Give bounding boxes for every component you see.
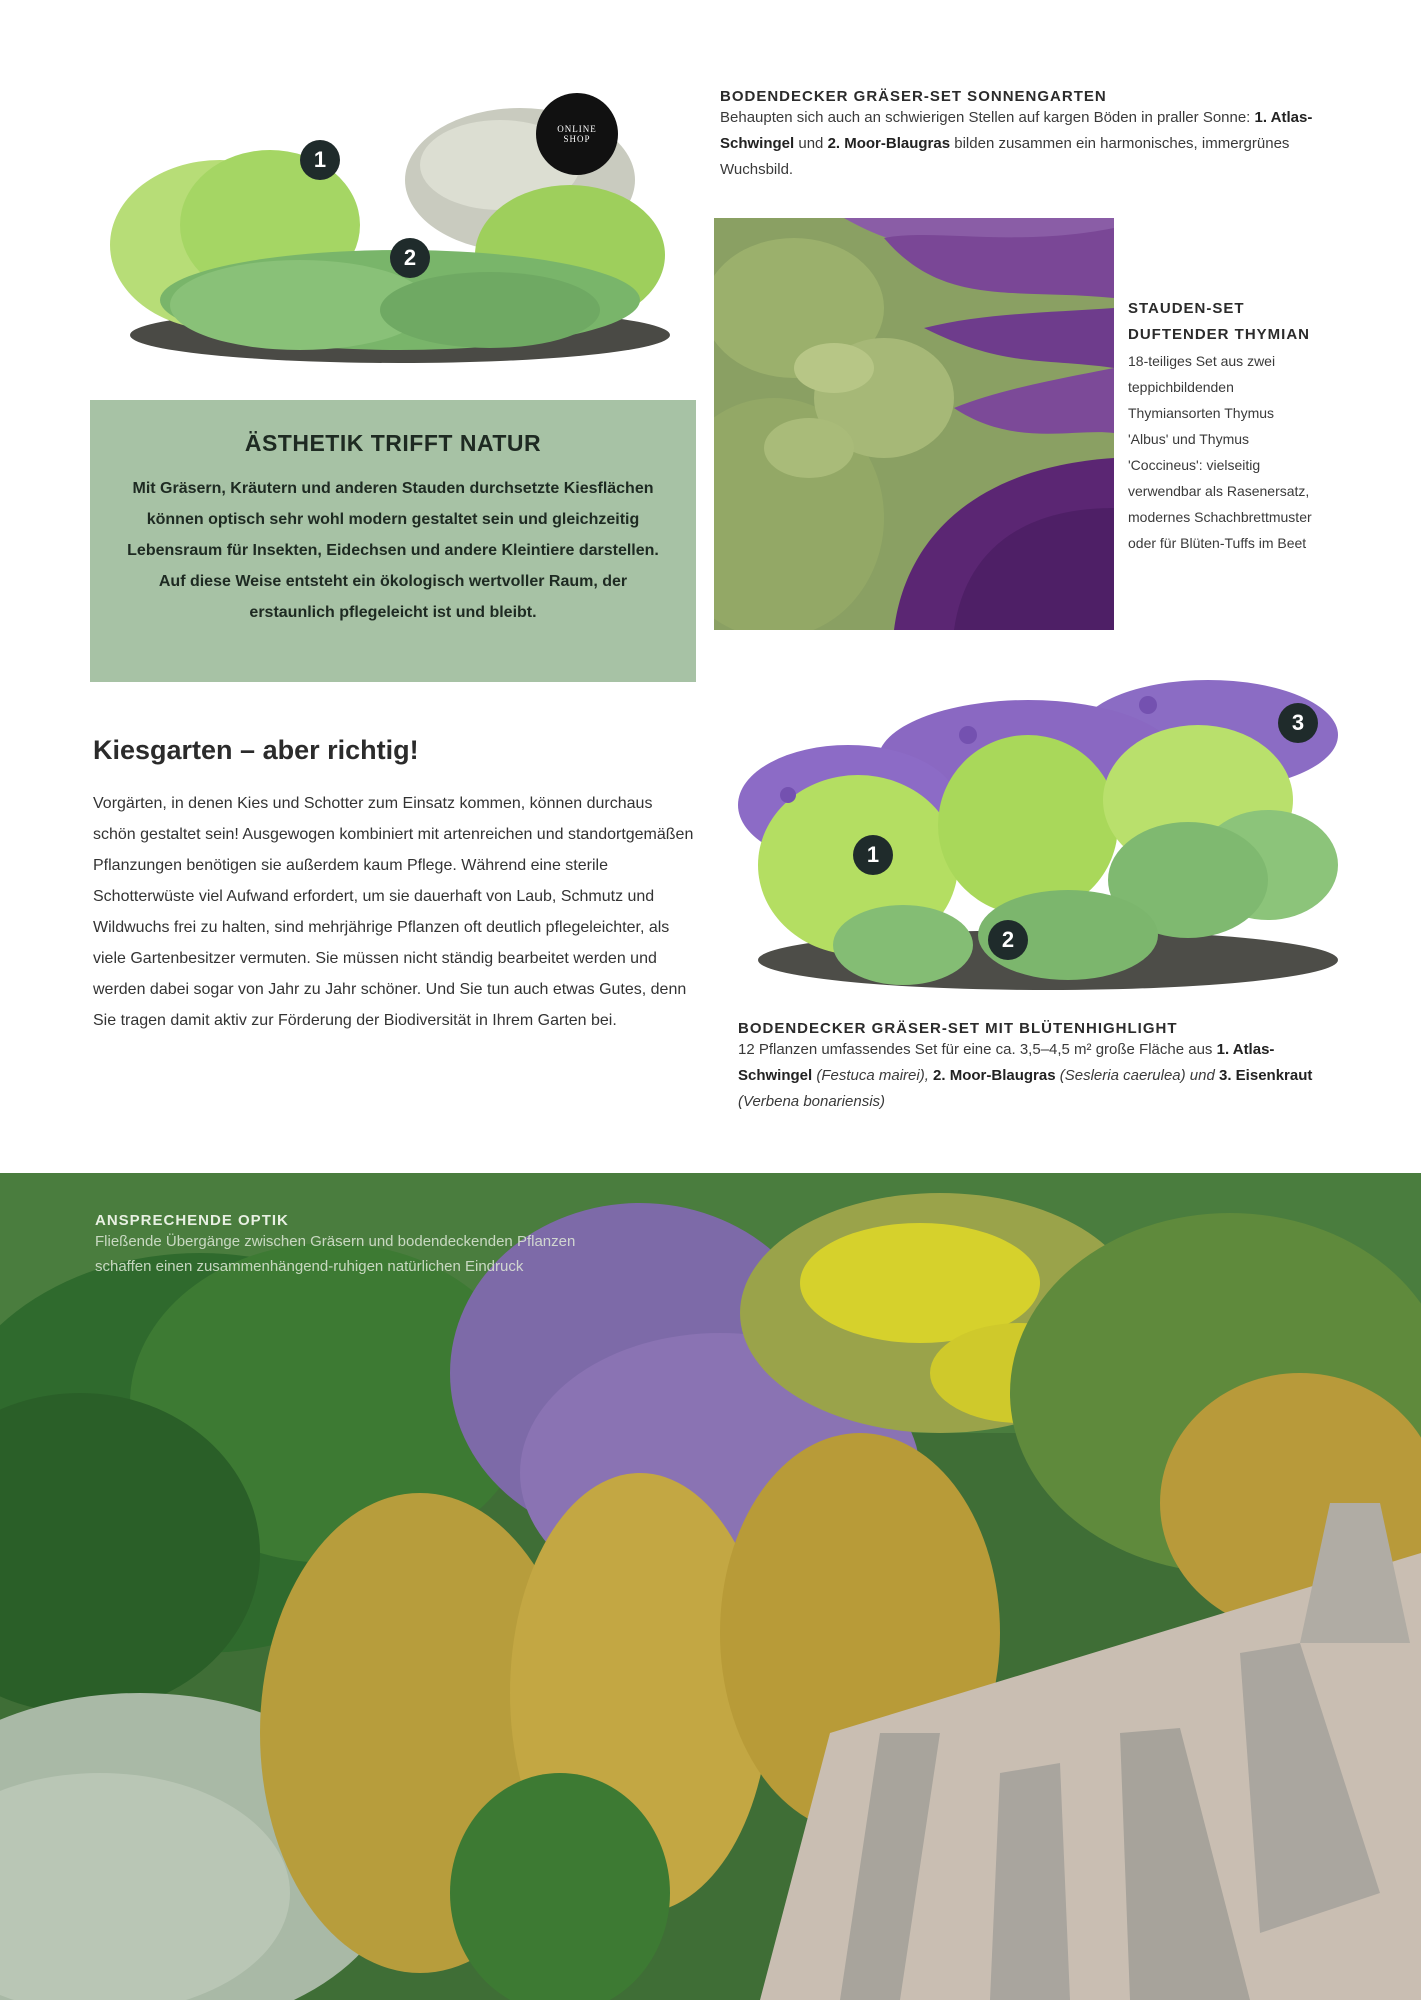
aesthetik-info-box xyxy=(90,400,696,682)
thyme-photo-art xyxy=(714,218,1114,630)
article-kiesgarten xyxy=(93,735,697,1036)
bluetenhighlight-plant-2: 2. Moor-Blaugras xyxy=(933,1067,1056,1084)
number-badge-2: 2 xyxy=(988,920,1028,960)
thymian-text: 18-teiliges Set aus zwei teppichbildenden Thymiansorten Thymus 'Albus' und Thymus 'Coccineus': vielseitig verwendbar als Rasenersatz, modernes Schachbrettmuster oder für Blüten-Tuffs im Beet xyxy=(1128,353,1312,551)
sonnengarten-caption xyxy=(720,88,1320,183)
bluetenhighlight-caption xyxy=(738,1020,1338,1115)
info-box-title: ÄSTHETIK TRIFFT NATUR xyxy=(244,430,542,456)
photo-caption-text: Fließende Übergänge zwischen Gräsern und bodendeckenden Pflanzen schaffen einen zusammenhängend-ruhigen natürlichen Eindruck xyxy=(95,1233,576,1275)
bluetenhighlight-plant-3-latin: (Verbena bonariensis) xyxy=(738,1093,886,1110)
number-badge-1: 1 xyxy=(853,835,893,875)
number-badge-1: 1 xyxy=(300,140,340,180)
sonnengarten-text-a: Behaupten sich auch an schwierigen Stellen auf kargen Böden in praller Sonne: xyxy=(720,109,1255,126)
bluetenhighlight-plant-2-latin: (Sesleria caerulea) und xyxy=(1055,1067,1219,1084)
sonnengarten-text-b: bilden zusammen ein harmonisches, immergrünes Wuchsbild. xyxy=(720,135,1290,178)
gravel-garden-photo-art xyxy=(0,1173,1421,2000)
online-shop-line1: ONLINE xyxy=(557,124,597,134)
online-shop-line2: SHOP xyxy=(563,134,591,144)
article-heading: Kiesgarten – aber richtig! xyxy=(93,735,419,765)
sonnengarten-and: und xyxy=(794,135,828,152)
grass-set-bluetenhighlight-illustration xyxy=(728,665,1348,995)
thymian-title: STAUDEN-SET DUFTENDER THYMIAN xyxy=(1128,300,1310,343)
bluetenhighlight-title: BODENDECKER GRÄSER-SET MIT BLÜTENHIGHLIGHT xyxy=(738,1020,1178,1037)
online-shop-badge[interactable] xyxy=(536,93,618,175)
gravel-garden-photo xyxy=(0,1173,1421,2000)
grass-set-sonnengarten-illustration xyxy=(110,85,670,375)
bluetenhighlight-text-a: 12 Pflanzen umfassendes Set für eine ca. 3,5–4,5 m² große Fläche aus xyxy=(738,1041,1217,1058)
number-badge-3: 3 xyxy=(1278,703,1318,743)
info-box-text: Mit Gräsern, Kräutern und anderen Stauden durchsetzte Kiesflächen können optisch sehr wohl modern gestaltet sein und gleichzeitig Lebensraum für Insekten, Eidechsen und andere Kleintiere darstellen. Auf diese Weise entsteht ein ökologisch wertvoller Raum, der erstaunlich pflegeleicht ist und bleibt. xyxy=(127,480,659,621)
sonnengarten-plant-2: 2. Moor-Blaugras xyxy=(827,135,951,152)
flower-grass-illustration-art xyxy=(728,665,1348,995)
article-body: Vorgärten, in denen Kies und Schotter zum Einsatz kommen, können durchaus schön gestaltet sein! Ausgewogen kombiniert mit artenreichen und standortgemäßen Pflanzungen benötigen sie außerdem kaum Pflege. Während eine sterile Schotterwüste viel Aufwand erfordert, um sie dauerhaft von Laub, Schmutz und Wildwuchs frei zu halten, sind mehrjährige Pflanzen oft deutlich pflegeleichter, als viele Gartenbesitzer vermuten. Sie müssen nicht ständig bearbeitet werden und werden dabei sogar von Jahr zu Jahr schöner. Und Sie tun auch etwas Gutes, denn Sie tragen damit aktiv zur Förderung der Biodiversität in Ihrem Garten bei. xyxy=(93,795,694,1029)
thymian-caption xyxy=(1128,296,1318,556)
photo-caption xyxy=(95,1212,595,1279)
bluetenhighlight-text xyxy=(738,1037,1338,1115)
sonnengarten-text xyxy=(720,105,1320,183)
number-badge-2: 2 xyxy=(390,238,430,278)
bluetenhighlight-plant-1: 1. Atlas-Schwingel xyxy=(738,1041,1275,1084)
sonnengarten-title: BODENDECKER GRÄSER-SET SONNENGARTEN xyxy=(720,88,1107,105)
sonnengarten-plant-1: 1. Atlas-Schwingel xyxy=(720,109,1313,152)
photo-caption-title: ANSPRECHENDE OPTIK xyxy=(95,1212,289,1229)
bluetenhighlight-plant-3: 3. Eisenkraut xyxy=(1219,1067,1313,1084)
thyme-photo xyxy=(714,218,1114,630)
bluetenhighlight-plant-1-latin: (Festuca mairei), xyxy=(812,1067,934,1084)
